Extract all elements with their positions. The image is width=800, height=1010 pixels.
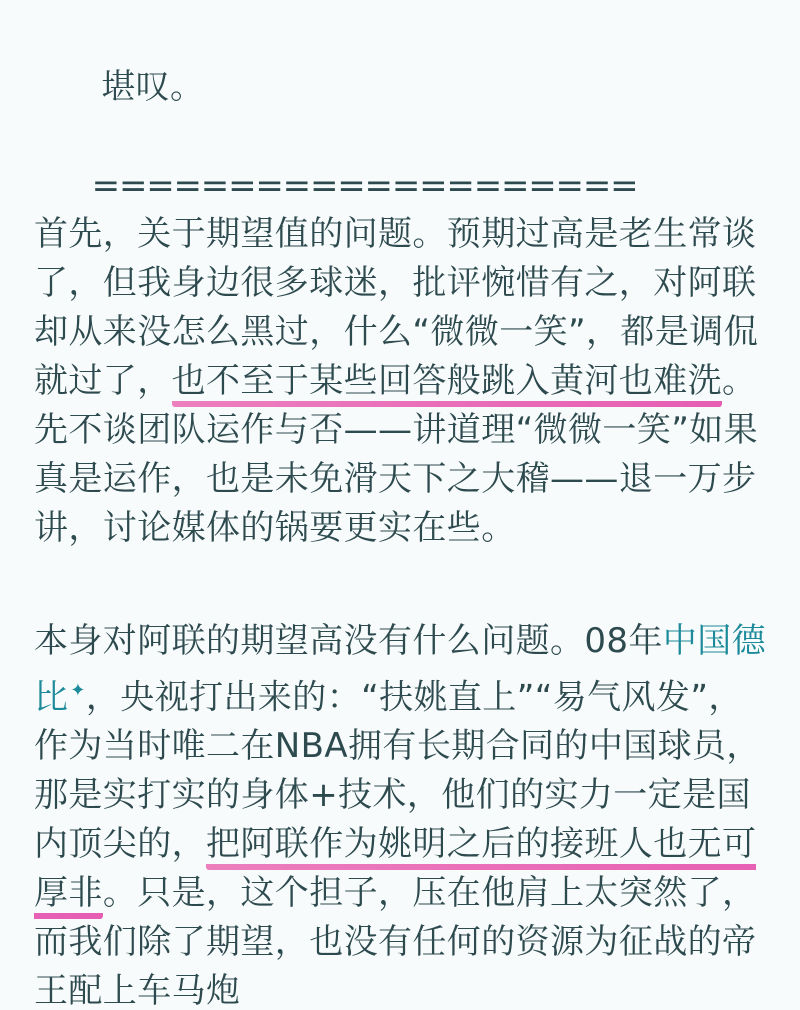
paragraph-text: 。先不谈团队运作与否——讲道理“微微一笑”如果真是运作，也是未免滑天下之大稽——退一万步讲，讨论媒体的锅要更实在些。 <box>34 361 759 548</box>
paragraph-expectation <box>34 210 774 553</box>
paragraph-text: ，央视打出来的：“扶姚直上”“易气风发”，作为当时唯二在NBA拥有长期合同的中国球员，那是实打实的身体+技术，他们的实力一定是国内顶尖的， <box>34 677 761 865</box>
separator-text: ==================== <box>91 166 638 206</box>
paragraph-text: 首先，关于期望值的问题。预期过高是老生常谈了，但我身边很多球迷，批评惋惜有之，对阿联却从来没怎么黑过，什么“微微一笑”，都是调侃就过了， <box>34 214 759 401</box>
paragraph-successor <box>34 617 774 1010</box>
sparkle-icon[interactable]: ✦ <box>70 680 86 701</box>
title-text: 堪叹。 <box>101 67 205 107</box>
paragraph-text: 。只是，这个担子，压在他肩上太突然了，而我们除了期望，也没有任何的资源为征战的帝王配上车马炮 <box>34 873 757 1010</box>
highlighted-text: 也不至于某些回答般跳入黄河也难洗 <box>172 361 722 407</box>
paragraph-text: 本身对阿联的期望高没有什么问题。08年 <box>34 621 663 661</box>
highlighted-text: 把阿联作为姚明之后的接班人也无可厚非 <box>34 824 756 919</box>
china-derby-link[interactable]: 中国德比 <box>34 621 767 718</box>
